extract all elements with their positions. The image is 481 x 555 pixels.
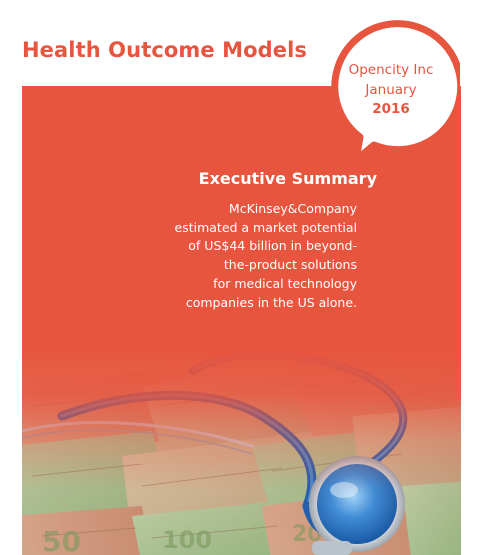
- bubble-text: [330, 61, 452, 120]
- summary-line: for medical technology: [213, 275, 357, 291]
- executive-summary-text: [175, 200, 357, 312]
- issue-year: 2016: [372, 101, 410, 117]
- page-title: Health Outcome Models: [22, 38, 308, 62]
- summary-line: the-product solutions: [223, 257, 357, 273]
- summary-line: estimated a market potential: [174, 219, 357, 235]
- summary-line: McKinsey&Company: [228, 201, 357, 216]
- issue-month: January: [365, 81, 417, 98]
- executive-summary-heading: Executive Summary: [198, 169, 377, 188]
- summary-line: companies in the US alone.: [185, 294, 357, 310]
- summary-line: of US$44 billion in beyond-: [188, 238, 357, 254]
- company-name: Opencity Inc: [348, 62, 434, 78]
